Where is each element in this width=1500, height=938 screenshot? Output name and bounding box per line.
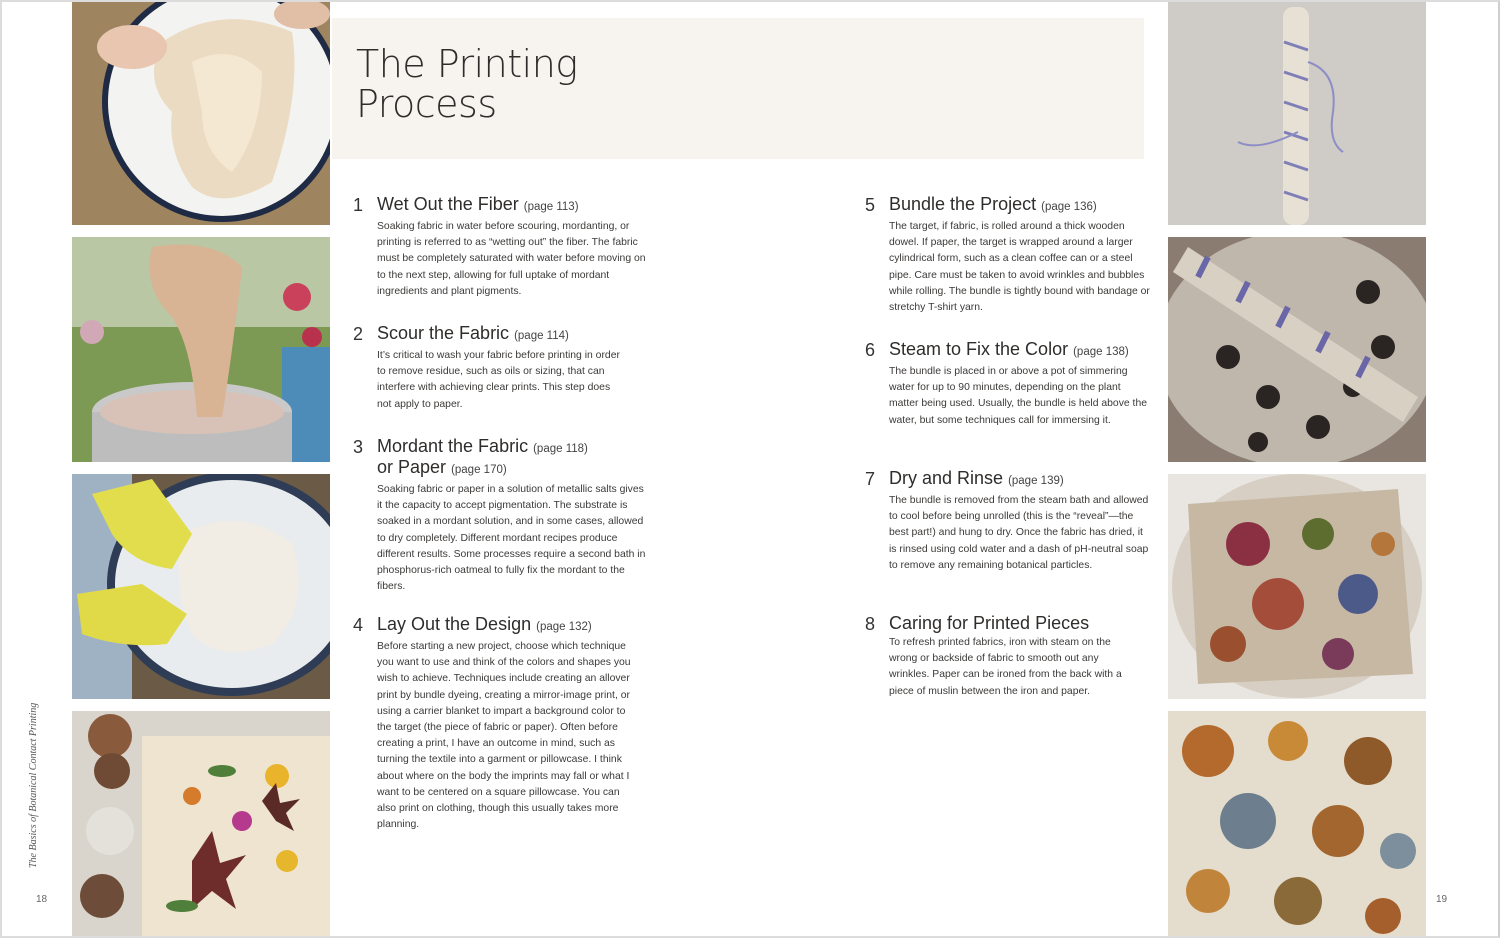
step-1 bbox=[353, 194, 647, 300]
step-page-ref: (page 136) bbox=[1041, 201, 1097, 213]
page-number-right: 19 bbox=[1436, 894, 1448, 905]
step-title: Wet Out the Fiber bbox=[377, 194, 519, 214]
step-title: Mordant the Fabric bbox=[377, 436, 529, 456]
step-page-ref-2: (page 170) bbox=[451, 464, 507, 476]
step-page-ref: (page 113) bbox=[523, 201, 579, 213]
step-heading bbox=[889, 195, 1151, 216]
photo-hands-in-gloves bbox=[72, 474, 330, 699]
step-7 bbox=[865, 468, 1151, 574]
photo-printed-fabric-closeup bbox=[1168, 711, 1426, 936]
photo-printed-fabric-reveal bbox=[1168, 474, 1426, 699]
step-8 bbox=[865, 613, 1139, 700]
step-number: 8 bbox=[865, 614, 876, 634]
photo-bundle-on-steamer bbox=[1168, 237, 1426, 462]
step-heading bbox=[377, 195, 647, 216]
step-heading bbox=[377, 324, 627, 345]
step-title: Caring for Printed Pieces bbox=[889, 613, 1090, 633]
step-body: The bundle is placed in or above a pot of simmering water for up to 90 minutes, depending on the plant matter being used. Usually, the bundle is held above the water, but some techniques call for immersing it. bbox=[889, 366, 1148, 426]
step-page-ref: (page 138) bbox=[1073, 346, 1129, 358]
step-heading bbox=[377, 615, 639, 636]
step-page-ref: (page 139) bbox=[1008, 475, 1064, 487]
step-heading bbox=[377, 437, 649, 458]
step-body: Soaking fabric or paper in a solution of metallic salts gives it the capacity to accept pigmentation. The substrate is soaked in a mordant solution, and in some cases, allowed to dry completely. Different mordant recipes produce different results. Some processes require a second bath in phosphorus-rich oatmeal to fully fix the mordant to the fibers. bbox=[377, 484, 646, 593]
step-body: To refresh printed fabrics, iron with steam on the wrong or backside of fabric to smooth out any wrinkles. Paper can be ironed from the back with a piece of muslin between the iron and paper. bbox=[889, 637, 1122, 697]
step-number: 2 bbox=[353, 324, 364, 344]
step-body: The bundle is removed from the steam bath and allowed to cool before being unrolled (this is the “reveal”—the best part!) and hung to dry. Once the fabric has dried, it is rinsed using cold water and a dash of pH-neutral soap to remove any remaining botanical particles. bbox=[889, 495, 1149, 571]
step-number: 3 bbox=[353, 437, 364, 457]
step-page-ref: (page 114) bbox=[514, 330, 569, 342]
step-page-ref: (page 118) bbox=[533, 443, 588, 455]
step-body: The target, if fabric, is rolled around a thick wooden dowel. If paper, the target is wrapped around a larger cylindrical form, such as a clean coffee can or a steel pipe. Care must be taken to avoid wrinkles and bubbles while rolling. The bundle is tightly bound with bandage or stretchy T-shirt yarn. bbox=[889, 221, 1150, 314]
photo-botanical-layout bbox=[72, 711, 330, 936]
step-4 bbox=[353, 614, 639, 833]
page-number-left: 18 bbox=[36, 894, 48, 905]
step-heading bbox=[889, 469, 1151, 490]
step-title-line2: or Paper bbox=[377, 457, 447, 477]
step-number: 7 bbox=[865, 469, 876, 489]
step-number: 6 bbox=[865, 340, 876, 360]
step-heading bbox=[889, 614, 1139, 632]
step-page-ref: (page 132) bbox=[536, 621, 592, 633]
step-number: 5 bbox=[865, 195, 876, 215]
step-3 bbox=[353, 436, 649, 595]
step-title: Lay Out the Design bbox=[377, 614, 532, 634]
page-title: The Printing Process bbox=[356, 42, 578, 126]
photo-fabric-in-bowl bbox=[72, 2, 330, 225]
step-heading bbox=[889, 340, 1151, 361]
step-5 bbox=[865, 194, 1151, 316]
step-number: 4 bbox=[353, 615, 364, 635]
step-body: Before starting a new project, choose which technique you want to use and think of the colors and shapes you wish to achieve. Techniques include creating an allover print by bundle dyeing, creating a mirror-image print, or using a carrier blanket to impart a background color to the target (the piece of fabric or paper). Often before creating a print, I have an outcome in mind, such as turning the textile into a garment or pillowcase. I think about where on the body the imprints may fall or what I want to be centered on a square pillowcase. You can also print on clothing, though this usually takes more planning. bbox=[377, 641, 631, 831]
photo-fabric-over-pot bbox=[72, 237, 330, 462]
step-title: Bundle the Project bbox=[889, 194, 1037, 214]
title-panel bbox=[332, 18, 1144, 159]
photo-wrapped-dowel bbox=[1168, 2, 1426, 225]
step-title: Steam to Fix the Color bbox=[889, 339, 1069, 359]
step-title: Dry and Rinse bbox=[889, 468, 1004, 488]
step-number: 1 bbox=[353, 195, 364, 215]
running-head: The Basics of Botanical Contact Printing bbox=[28, 702, 39, 868]
step-title: Scour the Fabric bbox=[377, 323, 510, 343]
step-body: It’s critical to wash your fabric before printing in order to remove residue, such as oils or sizing, that can interfere with achieving clear prints. This step does not apply to paper. bbox=[377, 350, 620, 410]
step-body: Soaking fabric in water before scouring, mordanting, or printing is referred to as “wetting out” the fiber. The fabric must be completely saturated with water before moving on to the next step, allowing for full uptake of mordant ingredients and plant pigments. bbox=[377, 221, 646, 297]
step-2 bbox=[353, 323, 627, 413]
step-6 bbox=[865, 339, 1151, 429]
step-heading-line2 bbox=[377, 458, 649, 479]
